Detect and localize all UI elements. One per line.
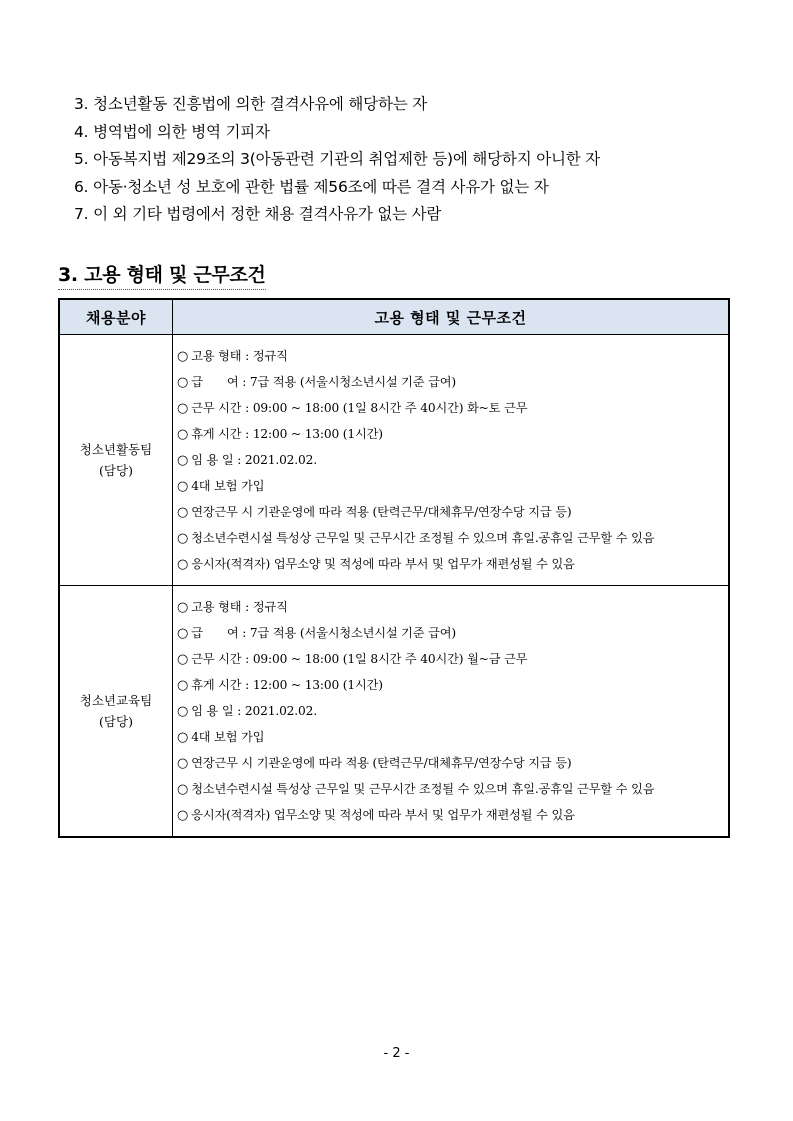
condition-text: 연장근무 시 기관운영에 따라 적용 (탄력근무/대체휴무/연장수당 지급 등) [191, 756, 572, 770]
condition-item [177, 525, 728, 551]
team-role: (담당) [99, 463, 133, 478]
condition-text: 고용 형태 : 정규직 [191, 600, 288, 614]
condition-text: 청소년수련시설 특성상 근무일 및 근무시간 조정될 수 있으며 휴일.공휴일 근무할 수 있음 [191, 531, 655, 545]
condition-text: 응시자(적격자) 업무소양 및 적성에 따라 부서 및 업무가 재편성될 수 있음 [191, 557, 575, 571]
circle-bullet-icon: ○ [177, 375, 189, 390]
circle-bullet-icon: ○ [177, 704, 189, 719]
team-name: 청소년교육팀 [79, 693, 153, 708]
condition-text: 근무 시간 : 09:00 ~ 18:00 (1일 8시간 주 40시간) 화~토 근무 [191, 401, 528, 415]
conditions-cell [173, 586, 730, 838]
condition-text: 급 여 : 7급 적용 (서울시청소년시설 기준 급여) [191, 375, 456, 389]
condition-text: 청소년수련시설 특성상 근무일 및 근무시간 조정될 수 있으며 휴일.공휴일 근무할 수 있음 [191, 782, 655, 796]
condition-item [177, 776, 728, 802]
condition-item [177, 750, 728, 776]
circle-bullet-icon: ○ [177, 782, 189, 797]
circle-bullet-icon: ○ [177, 427, 189, 442]
circle-bullet-icon: ○ [177, 652, 189, 667]
condition-item [177, 395, 728, 421]
circle-bullet-icon: ○ [177, 626, 189, 641]
circle-bullet-icon: ○ [177, 756, 189, 771]
page-number: - 2 - [383, 1046, 410, 1061]
condition-text: 연장근무 시 기관운영에 따라 적용 (탄력근무/대체휴무/연장수당 지급 등) [191, 505, 572, 519]
condition-item [177, 802, 728, 828]
circle-bullet-icon: ○ [177, 600, 189, 615]
circle-bullet-icon: ○ [177, 808, 189, 823]
employment-conditions-table [58, 298, 730, 838]
condition-item [177, 698, 728, 724]
circle-bullet-icon: ○ [177, 531, 189, 546]
list-item: 5. 아동복지법 제29조의 3(아동관련 기관의 취업제한 등)에 해당하지 아니한 자 [74, 150, 601, 168]
circle-bullet-icon: ○ [177, 557, 189, 572]
condition-text: 4대 보험 가입 [191, 730, 265, 744]
header-recruitment-field: 채용분야 [59, 299, 173, 335]
table-row [59, 586, 729, 838]
header-employment-conditions: 고용 형태 및 근무조건 [173, 299, 730, 335]
condition-item [177, 551, 728, 577]
circle-bullet-icon: ○ [177, 349, 189, 364]
circle-bullet-icon: ○ [177, 453, 189, 468]
section-title: 3. 고용 형태 및 근무조건 [58, 260, 266, 290]
condition-text: 휴게 시간 : 12:00 ~ 13:00 (1시간) [191, 678, 383, 692]
condition-item [177, 594, 728, 620]
condition-text: 휴게 시간 : 12:00 ~ 13:00 (1시간) [191, 427, 383, 441]
circle-bullet-icon: ○ [177, 730, 189, 745]
condition-text: 근무 시간 : 09:00 ~ 18:00 (1일 8시간 주 40시간) 월~금 근무 [191, 652, 528, 666]
condition-text: 고용 형태 : 정규직 [191, 349, 288, 363]
list-item: 6. 아동·청소년 성 보호에 관한 법률 제56조에 따른 결격 사유가 없는 자 [74, 177, 549, 196]
condition-item [177, 724, 728, 750]
table-row [59, 335, 729, 586]
condition-item [177, 369, 728, 395]
list-item: 4. 병역법에 의한 병역 기피자 [74, 122, 270, 141]
condition-text: 4대 보험 가입 [191, 479, 265, 493]
condition-text: 임 용 일 : 2021.02.02. [191, 704, 317, 718]
condition-item [177, 499, 728, 525]
circle-bullet-icon: ○ [177, 401, 189, 416]
team-role: (담당) [99, 714, 133, 729]
team-name: 청소년활동팀 [79, 442, 153, 457]
list-item: 7. 이 외 기타 법령에서 정한 채용 결격사유가 없는 사람 [74, 205, 442, 223]
condition-item [177, 473, 728, 499]
condition-text: 임 용 일 : 2021.02.02. [191, 453, 317, 467]
table-body [59, 335, 729, 838]
condition-item [177, 620, 728, 646]
disqualification-list [74, 91, 600, 229]
recruitment-field-cell [59, 335, 173, 586]
circle-bullet-icon: ○ [177, 505, 189, 520]
table-header-row [59, 299, 729, 335]
conditions-cell [173, 335, 730, 586]
condition-item [177, 421, 728, 447]
circle-bullet-icon: ○ [177, 479, 189, 494]
circle-bullet-icon: ○ [177, 678, 189, 693]
condition-item [177, 343, 728, 369]
recruitment-field-cell [59, 586, 173, 838]
condition-item [177, 672, 728, 698]
condition-item [177, 646, 728, 672]
condition-text: 급 여 : 7급 적용 (서울시청소년시설 기준 급여) [191, 626, 456, 640]
list-item: 3. 청소년활동 진흥법에 의한 결격사유에 해당하는 자 [74, 95, 427, 113]
condition-item [177, 447, 728, 473]
condition-text: 응시자(적격자) 업무소양 및 적성에 따라 부서 및 업무가 재편성될 수 있음 [191, 808, 575, 822]
